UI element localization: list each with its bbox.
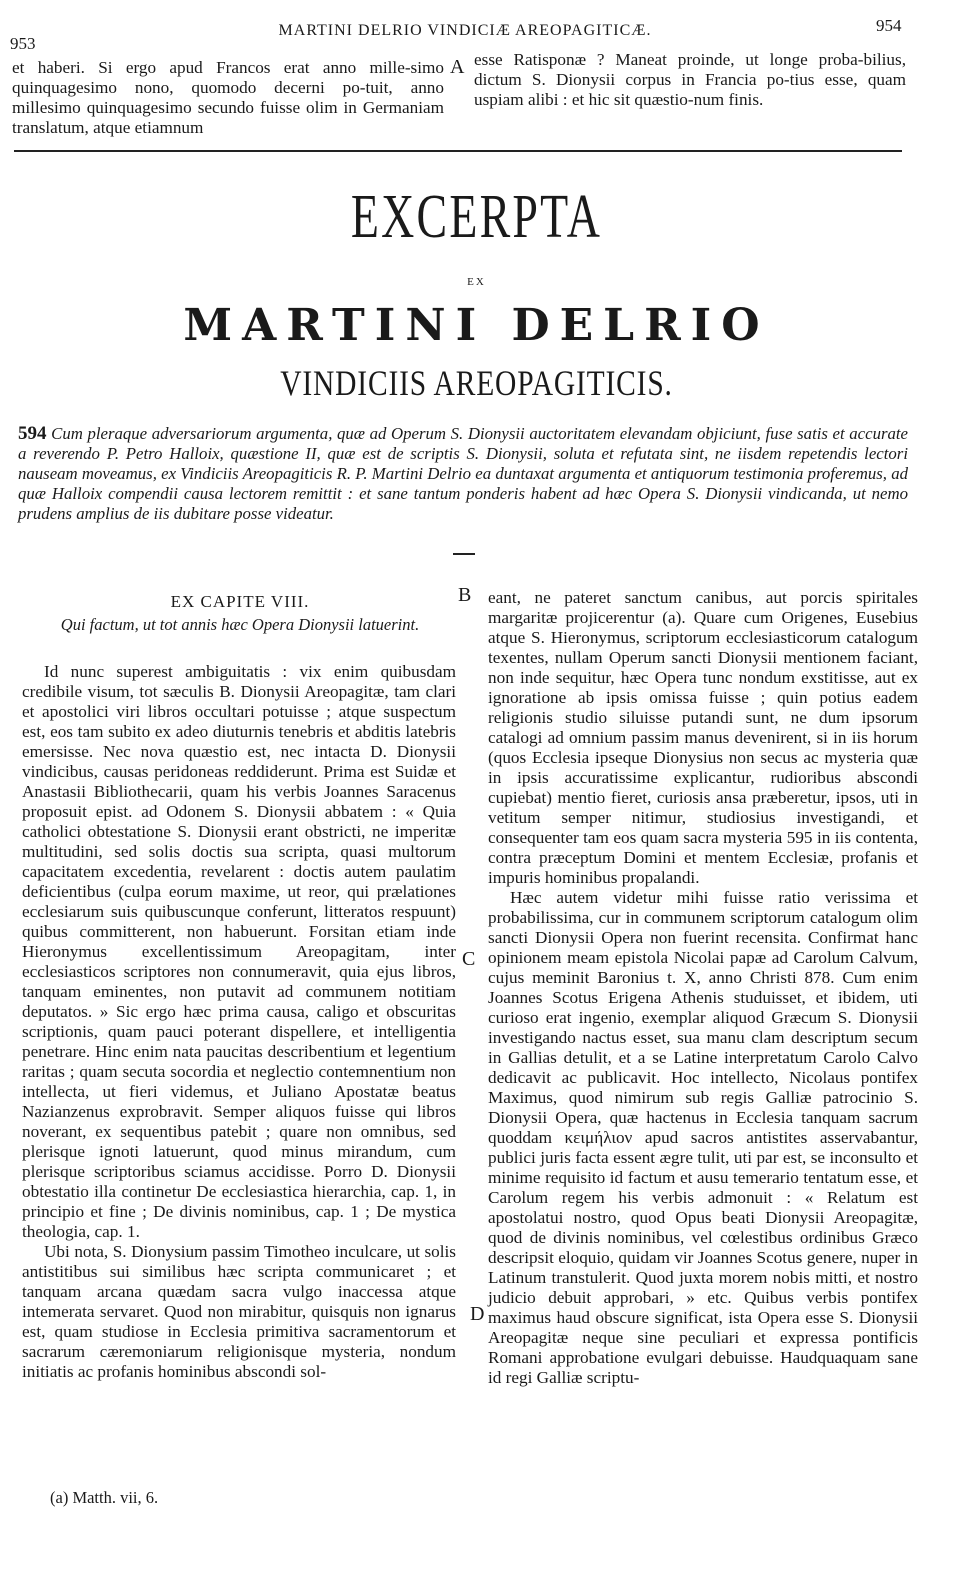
top-right-text: esse Ratisponæ ? Maneat proinde, ut longe proba-bilius, dictum S. Dionysii corpus in Francia po-tius esse, quam uspiam alibi : et hic sit quæstio-num finis. <box>474 50 906 109</box>
chapter-heading: EX CAPITE VIII. <box>170 592 310 611</box>
intro-paragraph <box>18 424 908 524</box>
running-title: MARTINI DELRIO VINDICIÆ AREOPAGITICÆ. <box>278 22 652 39</box>
section-divider <box>14 150 902 152</box>
page-number-right: 954 <box>876 16 902 35</box>
top-left-text: et haberi. Si ergo apud Francos erat anno mille-simo quinquagesimo nono, quomodo decerni po-tuit, anno millesimo quinquagesimo secundo fuisse olim in Germaniam translatum, atque etiamnum <box>12 58 444 137</box>
intro-text: Cum pleraque adversariorum argumenta, quæ ad Operum S. Dionysii auctoritatem elevandam objiciunt, fuse satis et accurate a reverendo P. Petro Halloix, quæstione II, quæ est de scriptis S. Dionysii, soluta et refutata sint, ne iisdem repetendis lectori nauseam moveamus, ex Vindiciis Areopagiticis R. P. Martini Delrio ea duntaxat argumenta et antiquorum testimonia proferemus, ad quæ Halloix compendii causa lectorem remittit : et sane tantum ponderis habent ad hæc Opera S. Dionysii vindicanda, ut nemo prudens amplius de iis dubitare posse videatur. <box>18 424 908 523</box>
left-column-text <box>22 662 456 1382</box>
title-subtitle: VINDICIIS AREOPAGITICIS. <box>280 363 673 403</box>
footnote: (a) Matth. vii, 6. <box>50 1488 159 1507</box>
right-paragraph-2: Hæc autem videtur mihi fuisse ratio verissima et probabilissima, cur in communem scriptorum catalogum olim sancti Dionysii Opera non fuerint recensita. Confirmat hanc opinionem meam epistola Nicolai papæ ad Carolum Calvum, cujus meminit Baronius t. X, anno Christi 878. Cum enim Joannes Scotus Erigena Athenis studuisset, et ibidem, uti curioso erat ingenio, exemplar aliquod Græcum S. Dionysii investigando nactus esset, sua manu clam descriptum secum in Gallias detulit, et a se Latine interpretatum Carolo Calvo dedicavit ac publicavit. Hoc intellecto, Nicolaus pontifex Maximus, quod nimirum sub regis Galliæ patrocinio S. Dionysii Opera, quæ hactenus in Ecclesia tanquam sacrum quoddam κειμήλιον apud sacros antistites asservabantur, publici juris facta essent ægre tulit, uti par est, se inconsulto et minime requisito id factum et ausu temerario tentatum esse, et Carolum regem his verbis admonuit : « Relatum est apostolatui nostro, quod Opus beati Dionysii Areopagitæ, quod de divinis nominibus, vel cœlestibus ordinibus Græco descripsit eloquio, quidam vir Joannes Scotus genere, nuper in Latinum transtulerit. Quod juxta morem nobis mitti, et nostro judicio debuit approbari, » etc. Quibus verbis pontifex maximus haud obscure significat, ista Opera esse S. Dionysii Areopagitæ neque sine peculiari et expressa pontificis Romani approbatione evulgari debuisse. Haudquaquam sane id regi Galliæ scriptu- <box>488 888 918 1387</box>
right-paragraph-1: eant, ne pateret sanctum canibus, aut porcis spiritales margaritæ projicerentur (a). Quare cum Origenes, Eusebius atque S. Hieronymus, scriptorum ecclesiasticorum catalogum texentes, nullam Operum sancti Dionysii mentionem faciant, non inde sequitur, hæc Opera tunc nondum exstitisse, aut ex ignoratione ab ipsis omissa fuisse ; quin potius eadem religionis studio siluisse putandi sunt, ne dum ipsorum catalogi ad omnium passim manus devenirent, si in iis horum (quos Ecclesia ipseque Dionysius non secus ac mysteria quæ in ipsis accuratissime explicantur, rudioribus abscondi cupiebat) mentio fieret, curiosis ansa præberetur, ipsos, uti in vetitum semper nitimur, studiosius investigandi, et consequenter tam eos quam sacra mysteria 595 in iis contenta, contra præceptum Domini et mentem Ecclesiæ, profanis et impuris hominibus propalandi. <box>488 588 918 887</box>
left-paragraph-2: Ubi nota, S. Dionysium passim Timotheo inculcare, ut solis antistitibus sui similibus hæc scripta communicaret ; et tanquam arcana quædam sacra vulgo inaccessa atque intemerata servaret. Quod non mirabitur, quisquis non ignarus est, quam studiose in Ecclesia primitiva sacramentorum et sacrarum cæremoniarum religionisque mysteria, nondum initiatis ac profanis hominibus abscondi sol- <box>22 1242 456 1381</box>
margin-marker-b: B <box>458 584 472 606</box>
section-number: 594 <box>18 423 47 444</box>
left-paragraph-1: Id nunc superest ambiguitatis : vix enim quibusdam credibile visum, tot sæculis B. Dionysii Areopagitæ, tam clari et apostolici viri libros occultari potuisse ; atque suspectum est, eos tam subito ex adeo diuturnis tenebris et abditis latebris emersisse. Nec nova quæstio est, nec intacta D. Dionysii vindicibus, causas peridoneas reddiderunt. Prima est Suidæ et Anastasii Bibliothecarii, quam his verbis Joannes Saracenus proposuit epist. ad Odonem S. Dionysii abbatem : « Quia catholici obtestatione S. Dionysii erant obstricti, ne imperitæ multitudini, sed solis doctis sua scripta, quasi multorum capacitatem excedentia, revelarent : doctis autem paulatim deficientibus (culpa eorum maxime, ut reor, qui prælationes ecclesiarum suis quibuscunque conferunt, litteratos respuunt) quibus committerent, non habuerunt. Forsitan etiam inde Hieronymus excellentissimum Areopagitam, inter ecclesiasticos scriptores non connumeravit, quia ejus libros, tanquam eminentes, non putavit ad communem notitiam deputatos. » Sic ergo hæc prima causa, caligo et obscuritas scriptionis, quam pauci poterant dispellere, et intelligentia penetrare. Hinc enim nata paucitas describentium et legentium raritas ; quam secuta socordia et neglectio contemnentium non intellecta, ut fieri videmus, et Juliano Apostatæ beatus Nazianzenus exprobravit. Semper aliquos fuisse qui libros noverant, ex sequentibus patebit ; quare non omnibus, sed plerisque ignoti latuerunt, quod minus mirandum, cum plerisque scriptoribus sciamus accidisse. Porro D. Dionysii obtestatio illa continetur De ecclesiastica hierarchia, cap. 1, in principio et fine ; De divinis nominibus, cap. 1 ; De mystica theologia, cap. 1. <box>22 662 456 1241</box>
page-number-left: 953 <box>10 34 36 53</box>
short-rule <box>453 553 475 555</box>
right-column-text <box>488 588 918 1388</box>
chapter-subtitle: Qui factum, ut tot annis hæc Opera Dionysii latuerint. <box>60 615 420 634</box>
margin-marker-d: D <box>470 1303 485 1325</box>
margin-marker-a: A <box>450 56 465 78</box>
title-excerpta: EXCERPTA <box>350 183 603 251</box>
margin-marker-c: C <box>462 948 476 970</box>
title-author: MARTINI DELRIO <box>183 300 770 351</box>
title-ex: EX <box>467 276 486 288</box>
